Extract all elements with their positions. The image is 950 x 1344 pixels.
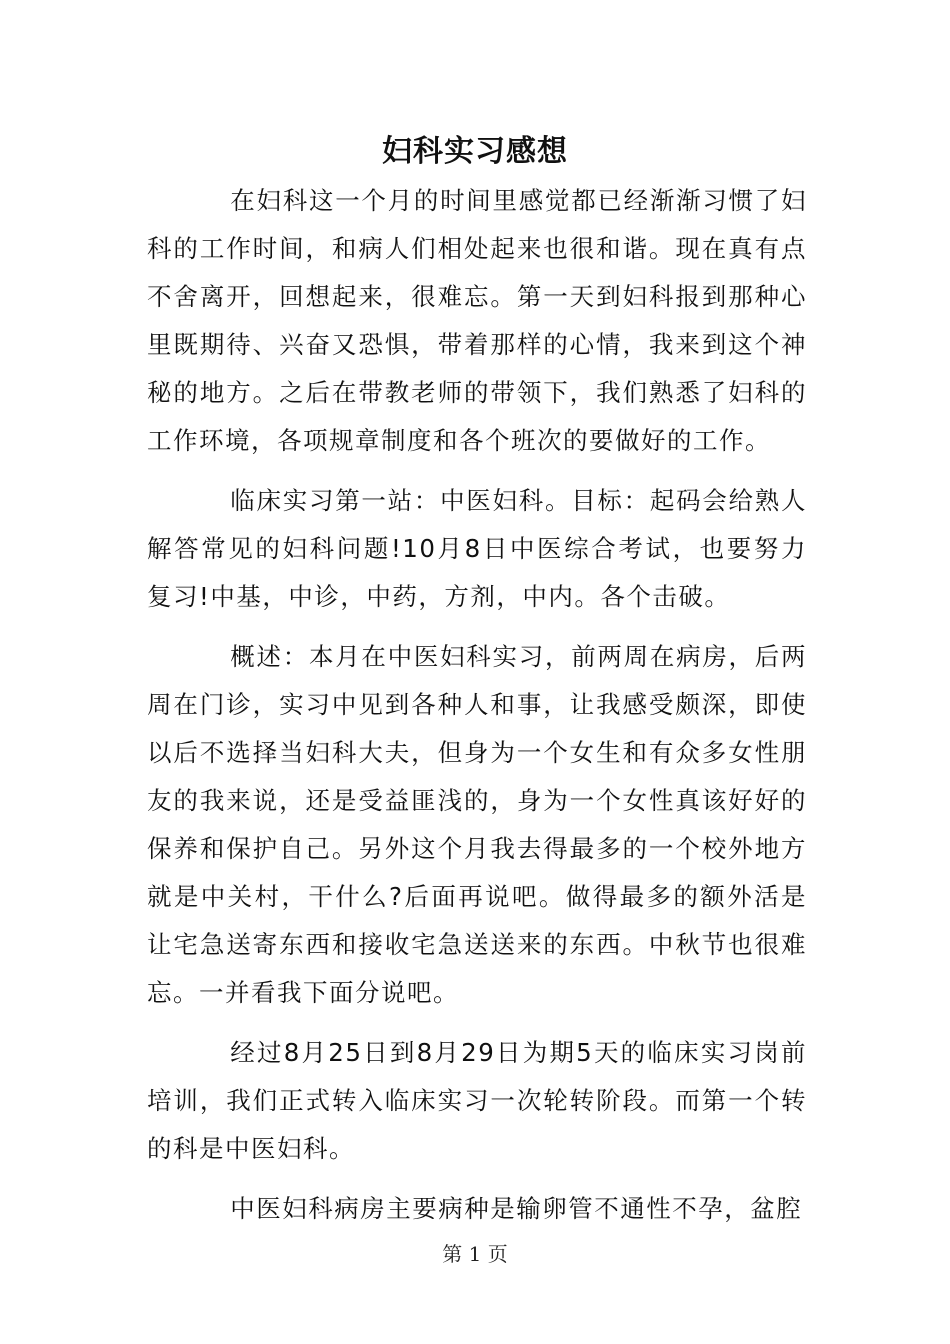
document-title: 妇科实习感想 <box>382 134 568 169</box>
document-body <box>147 177 807 1233</box>
paragraph-1: 在妇科这一个月的时间里感觉都已经渐渐习惯了妇科的工作时间，和病人们相处起来也很和谐。现在真有点不舍离开，回想起来，很难忘。第一天到妇科报到那种心里既期待、兴奋又恐惧，带着那样的心情，我来到这个神秘的地方。之后在带教老师的带领下，我们熟悉了妇科的工作环境，各项规章制度和各个班次的要做好的工作。 <box>147 186 807 455</box>
paragraph-4: 经过8月25日到8月29日为期5天的临床实习岗前培训，我们正式转入临床实习一次轮转阶段。而第一个转的科是中医妇科。 <box>147 1038 807 1163</box>
paragraph-3: 概述：本月在中医妇科实习，前两周在病房，后两周在门诊，实习中见到各种人和事，让我感受颇深，即使以后不选择当妇科大夫，但身为一个女生和有众多女性朋友的我来说，还是受益匪浅的，身为一个女性真该好好的保养和保护自己。另外这个月我去得最多的一个校外地方就是中关村，干什么?后面再说吧。做得最多的额外活是让宅急送寄东西和接收宅急送送来的东西。中秋节也很难忘。一并看我下面分说吧。 <box>147 642 807 1007</box>
page-number-footer: 第 1 页 <box>442 1242 508 1266</box>
paragraph-5: 中医妇科病房主要病种是输卵管不通性不孕，盆腔 <box>230 1194 803 1223</box>
paragraph-2: 临床实习第一站：中医妇科。目标：起码会给熟人解答常见的妇科问题!10月8日中医综合考试，也要努力复习!中基，中诊，中药，方剂，中内。各个击破。 <box>147 486 807 611</box>
